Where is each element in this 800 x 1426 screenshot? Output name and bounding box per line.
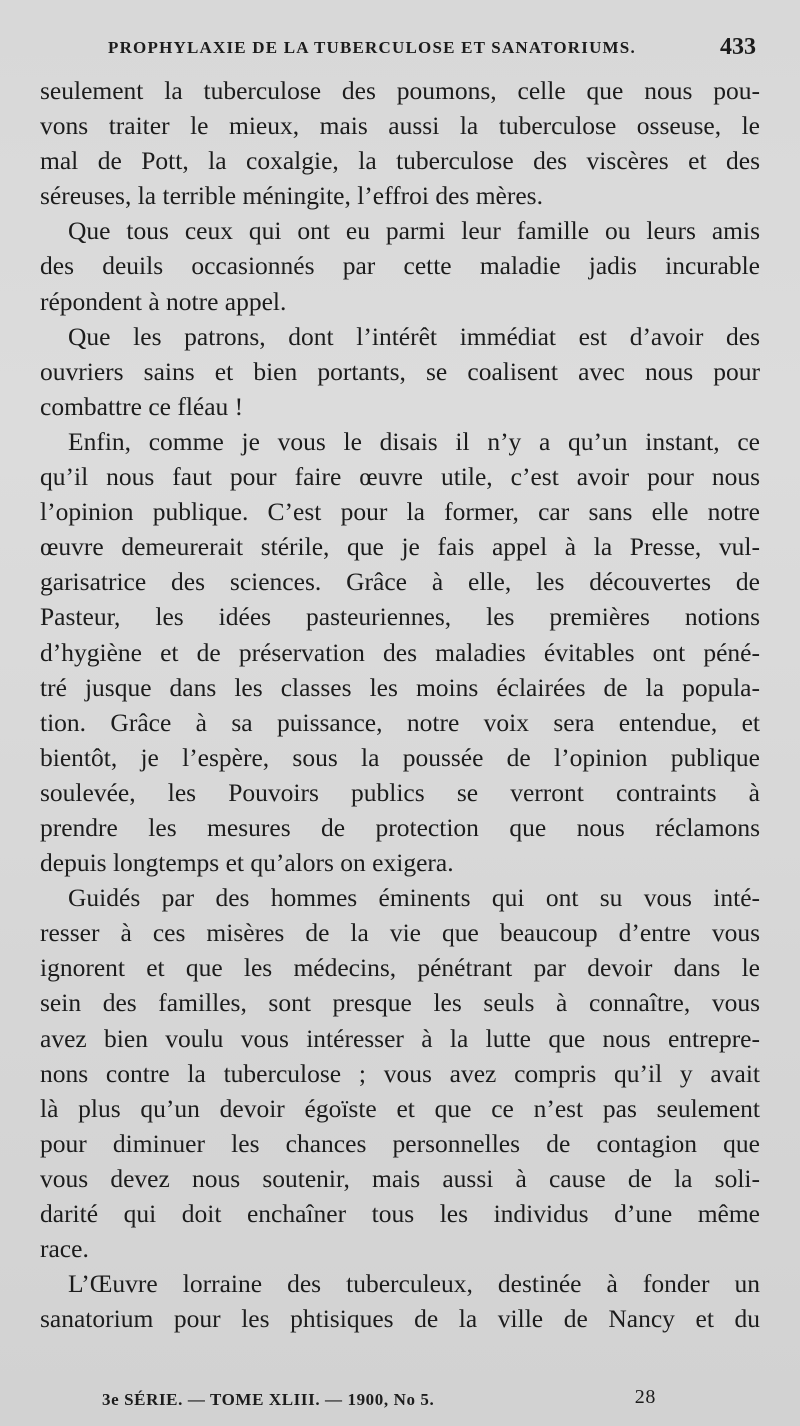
- text-line: œuvre demeurerait stérile, que je fais appel à la Presse, vul-: [40, 532, 760, 562]
- text-line: Pasteur, les idées pasteuriennes, les premières notions: [40, 602, 760, 632]
- text-line: tion. Grâce à sa puissance, notre voix sera entendue, et: [40, 707, 760, 737]
- text-line: darité qui doit enchaîner tous les individus d’une même: [40, 1199, 760, 1228]
- body-text: [40, 73, 760, 1336]
- running-title: PROPHYLAXIE DE LA TUBERCULOSE ET SANATORIUMS.: [108, 38, 636, 57]
- text-line: sanatorium pour les phtisiques de la ville de Nancy et du: [40, 1304, 760, 1334]
- text-line: seulement la tuberculose des poumons, celle que nous pou-: [40, 76, 760, 105]
- page-footer: [102, 1388, 662, 1414]
- text-line: tré jusque dans les classes les moins éclairées de la popula-: [40, 672, 760, 702]
- text-line: avez bien voulu vous intéresser à la lutte que nous entrepre-: [40, 1023, 760, 1053]
- text-line: resser à ces misères de la vie que beaucoup d’entre vous: [40, 918, 760, 948]
- text-line: race.: [40, 1234, 89, 1264]
- text-line: vous devez nous soutenir, mais aussi à cause de la soli-: [40, 1163, 760, 1193]
- text-line: ouvriers sains et bien portants, se coalisent avec nous pour: [40, 356, 760, 386]
- text-line: Enfin, comme je vous le disais il n’y a qu’un instant, ce: [68, 426, 760, 456]
- text-line: depuis longtemps et qu’alors on exigera.: [40, 848, 454, 878]
- text-line: Guidés par des hommes éminents qui ont su vous inté-: [68, 883, 760, 913]
- text-line: d’hygiène et de préservation des maladies évitables ont péné-: [40, 637, 760, 667]
- text-line: nons contre la tuberculose ; vous avez compris qu’il y avait: [40, 1058, 760, 1088]
- series-info: 3e SÉRIE. — TOME XLIII. — 1900, No 5.: [102, 1390, 435, 1409]
- text-line: combattre ce fléau !: [40, 391, 244, 421]
- text-line: Que tous ceux qui ont eu parmi leur famille ou leurs amis: [68, 216, 760, 246]
- text-line: séreuses, la terrible méningite, l’effroi des mères.: [40, 181, 543, 211]
- text-line: soulevée, les Pouvoirs publics se verront contraints à: [40, 777, 760, 807]
- text-line: pour diminuer les chances personnelles de contagion que: [40, 1128, 760, 1158]
- text-line: bientôt, je l’espère, sous la poussée de l’opinion publique: [40, 742, 760, 772]
- text-line: sein des familles, sont presque les seuls à connaître, vous: [40, 988, 760, 1018]
- text-line: mal de Pott, la coxalgie, la tuberculose des viscères et des: [40, 146, 760, 176]
- text-line: des deuils occasionnés par cette maladie jadis incurable: [40, 251, 760, 281]
- text-line: Que les patrons, dont l’intérêt immédiat est d’avoir des: [68, 321, 760, 351]
- running-head: [108, 34, 756, 64]
- text-line: L’Œuvre lorraine des tuberculeux, destinée à fonder un: [68, 1269, 760, 1299]
- text-line: prendre les mesures de protection que nous réclamons: [40, 812, 760, 842]
- text-line: qu’il nous faut pour faire œuvre utile, c’est avoir pour nous: [40, 462, 760, 492]
- text-line: répondent à notre appel.: [40, 286, 287, 316]
- text-line: garisatrice des sciences. Grâce à elle, les découvertes de: [40, 567, 760, 597]
- text-line: là plus qu’un devoir égoïste et que ce n’est pas seulement: [40, 1093, 760, 1123]
- signature-mark: 28: [634, 1386, 656, 1408]
- page-number: 433: [720, 34, 756, 60]
- text-line: l’opinion publique. C’est pour la former, car sans elle notre: [40, 497, 760, 527]
- text-line: vons traiter le mieux, mais aussi la tuberculose osseuse, le: [40, 111, 760, 141]
- text-line: ignorent et que les médecins, pénétrant par devoir dans le: [40, 953, 760, 983]
